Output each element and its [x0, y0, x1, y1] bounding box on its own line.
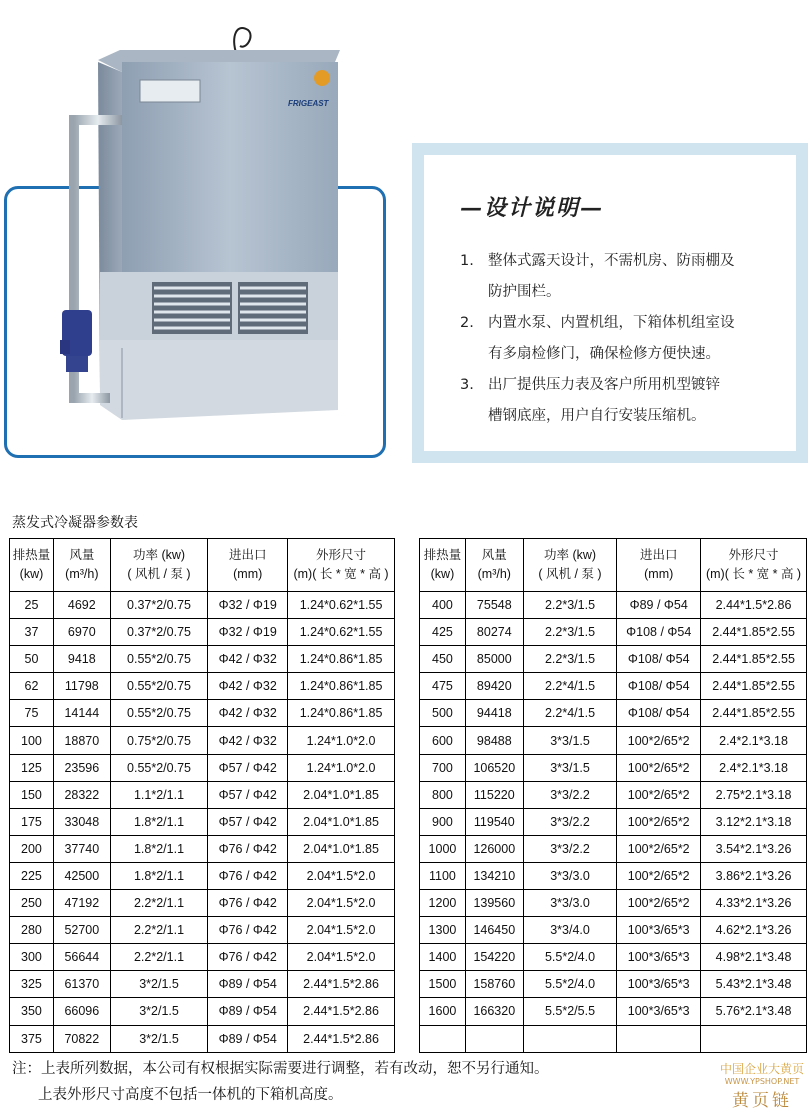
design-note-text: 出厂提供压力表及客户所用机型镀锌 [488, 377, 720, 393]
table-cell: 3*2/1.5 [110, 971, 208, 998]
table-cell: 14144 [53, 700, 110, 727]
table-cell: 42500 [53, 862, 110, 889]
table-cell: 4692 [53, 592, 110, 619]
table-cell: 98488 [465, 727, 523, 754]
column-header [617, 539, 701, 592]
table-cell: Φ32 / Φ19 [208, 592, 288, 619]
table-cell: 1.24*1.0*2.0 [288, 754, 395, 781]
column-header [288, 539, 395, 592]
table-cell: 119540 [465, 808, 523, 835]
table-cell: 5.76*2.1*3.48 [701, 998, 807, 1025]
column-header-line: 进出口 [639, 548, 678, 562]
table-cell: 52700 [53, 917, 110, 944]
table-cell: 2.2*3/1.5 [523, 619, 617, 646]
table-row [420, 1025, 807, 1052]
column-header-line: (kw) [19, 567, 44, 581]
table-cell: 4.33*2.1*3.26 [701, 890, 807, 917]
table-cell: 2.04*1.5*2.0 [288, 890, 395, 917]
design-note-line [460, 308, 772, 339]
design-note-number [460, 401, 488, 432]
design-note-number [460, 277, 488, 308]
table-cell: 28322 [53, 781, 110, 808]
table-cell: Φ76 / Φ42 [208, 862, 288, 889]
table-cell: Φ108/ Φ54 [617, 646, 701, 673]
column-header-line: 功率 (kw) [543, 548, 597, 562]
table-cell: 56644 [53, 944, 110, 971]
table-row [420, 944, 807, 971]
table-row [10, 619, 395, 646]
column-header-line: 进出口 [228, 548, 267, 562]
table-cell: 2.75*2.1*3.18 [701, 781, 807, 808]
table-cell: 166320 [465, 998, 523, 1025]
table-cell: 3.54*2.1*3.26 [701, 835, 807, 862]
table-cell: 1000 [420, 835, 466, 862]
table-row [10, 700, 395, 727]
table-cell: 1.24*0.62*1.55 [288, 619, 395, 646]
table-row [10, 971, 395, 998]
table-cell: 115220 [465, 781, 523, 808]
table-cell: 0.55*2/0.75 [110, 673, 208, 700]
design-note-text: 有多扇检修门，确保检修方便快速。 [488, 346, 720, 362]
table-cell: Φ108/ Φ54 [617, 700, 701, 727]
table-cell: 100*2/65*2 [617, 754, 701, 781]
column-header-line: 排热量 [12, 548, 51, 562]
design-note-line [460, 246, 772, 277]
table-cell: 125 [10, 754, 54, 781]
table-cell: 9418 [53, 646, 110, 673]
column-header [208, 539, 288, 592]
design-note-line [460, 277, 772, 308]
column-header-line: (m³/h) [477, 567, 511, 581]
table-cell: 50 [10, 646, 54, 673]
design-note-text: 整体式露天设计，不需机房、防雨棚及 [488, 253, 735, 269]
table-cell: 1.24*1.0*2.0 [288, 727, 395, 754]
table-cell: 2.04*1.0*1.85 [288, 808, 395, 835]
design-note-line [460, 370, 772, 401]
table-cell: Φ89 / Φ54 [208, 971, 288, 998]
table-cell: 3*2/1.5 [110, 1025, 208, 1052]
table-row [420, 781, 807, 808]
table-cell: 0.75*2/0.75 [110, 727, 208, 754]
table-row [420, 619, 807, 646]
table-cell: 0.55*2/0.75 [110, 754, 208, 781]
table-cell: 2.04*1.5*2.0 [288, 862, 395, 889]
column-header-line: 外形尺寸 [316, 548, 367, 562]
table-cell [701, 1025, 807, 1052]
table-cell: 1400 [420, 944, 466, 971]
table-cell: 66096 [53, 998, 110, 1025]
table-cell: 62 [10, 673, 54, 700]
table-cell: 100*3/65*3 [617, 998, 701, 1025]
table-cell: Φ76 / Φ42 [208, 917, 288, 944]
table-cell: 61370 [53, 971, 110, 998]
table-cell: 100*2/65*2 [617, 808, 701, 835]
table-cell: 150 [10, 781, 54, 808]
design-notes-list [460, 246, 772, 432]
table-title: 蒸发式冷凝器参数表 [12, 515, 138, 531]
table-cell: 158760 [465, 971, 523, 998]
design-note-number: 2. [460, 315, 474, 331]
table-cell: 3*3/1.5 [523, 727, 617, 754]
table-cell: 75 [10, 700, 54, 727]
table-cell: 500 [420, 700, 466, 727]
column-header-line: (mm) [233, 567, 263, 581]
table-cell: 1.24*0.86*1.85 [288, 700, 395, 727]
table-row [10, 890, 395, 917]
design-notes-inner [424, 155, 796, 451]
table-cell: 37740 [53, 835, 110, 862]
table-cell: 2.4*2.1*3.18 [701, 754, 807, 781]
table-header-row [10, 539, 395, 592]
table-cell: 900 [420, 808, 466, 835]
table-cell: Φ76 / Φ42 [208, 944, 288, 971]
table-cell: Φ89 / Φ54 [617, 592, 701, 619]
table-row [420, 592, 807, 619]
table-row [10, 781, 395, 808]
table-cell: 37 [10, 619, 54, 646]
table-cell: 3.86*2.1*3.26 [701, 862, 807, 889]
table-row [420, 971, 807, 998]
table-cell: Φ89 / Φ54 [208, 1025, 288, 1052]
table-cell: 2.44*1.85*2.55 [701, 619, 807, 646]
table-cell: 0.37*2/0.75 [110, 619, 208, 646]
table-cell: 80274 [465, 619, 523, 646]
table-row [10, 673, 395, 700]
table-cell: 375 [10, 1025, 54, 1052]
table-cell: 0.37*2/0.75 [110, 592, 208, 619]
table-cell: Φ76 / Φ42 [208, 835, 288, 862]
table-row [10, 727, 395, 754]
spec-table-left [9, 538, 395, 1053]
table-cell: 2.04*1.5*2.0 [288, 944, 395, 971]
table-cell: 3*3/1.5 [523, 754, 617, 781]
watermark [720, 1060, 804, 1111]
table-cell: 2.04*1.0*1.85 [288, 835, 395, 862]
table-row [420, 673, 807, 700]
table-row [420, 754, 807, 781]
column-header [523, 539, 617, 592]
table-row [420, 862, 807, 889]
table-row [10, 592, 395, 619]
table-cell: 100 [10, 727, 54, 754]
table-row [420, 727, 807, 754]
table-row [10, 835, 395, 862]
table-row [10, 917, 395, 944]
column-header [701, 539, 807, 592]
table-cell: 18870 [53, 727, 110, 754]
table-cell: 23596 [53, 754, 110, 781]
table-cell: 106520 [465, 754, 523, 781]
watermark-line1: 中国企业大黄页 [720, 1062, 805, 1076]
table-cell: 2.44*1.5*2.86 [288, 998, 395, 1025]
footnote-2: 上表外形尺寸高度不包括一体机的下箱机高度。 [38, 1087, 343, 1103]
table-cell: 350 [10, 998, 54, 1025]
design-note-number [460, 339, 488, 370]
column-header [420, 539, 466, 592]
table-cell: 1.24*0.86*1.85 [288, 673, 395, 700]
table-cell: 1300 [420, 917, 466, 944]
watermark-line3: 黄页链 [732, 1091, 792, 1111]
table-cell: 0.55*2/0.75 [110, 700, 208, 727]
table-cell: 3*3/3.0 [523, 890, 617, 917]
table-cell: 2.44*1.5*2.86 [701, 592, 807, 619]
table-row [420, 700, 807, 727]
table-cell [523, 1025, 617, 1052]
table-cell: 2.2*3/1.5 [523, 646, 617, 673]
table-cell: 11798 [53, 673, 110, 700]
condenser-unit-image [60, 10, 360, 450]
table-cell: 2.44*1.85*2.55 [701, 700, 807, 727]
column-header-line: (mm) [644, 567, 674, 581]
table-cell: 4.62*2.1*3.26 [701, 917, 807, 944]
table-cell: Φ57 / Φ42 [208, 754, 288, 781]
table-cell: Φ76 / Φ42 [208, 890, 288, 917]
table-row [10, 1025, 395, 1052]
table-cell: Φ108/ Φ54 [617, 673, 701, 700]
table-cell: 450 [420, 646, 466, 673]
table-cell: 100*3/65*3 [617, 971, 701, 998]
table-cell: Φ42 / Φ32 [208, 727, 288, 754]
table-cell: Φ42 / Φ32 [208, 700, 288, 727]
table-row [10, 754, 395, 781]
table-row [420, 998, 807, 1025]
table-cell: 2.2*4/1.5 [523, 673, 617, 700]
table-cell: 2.2*3/1.5 [523, 592, 617, 619]
table-cell: 1.8*2/1.1 [110, 808, 208, 835]
table-cell: 280 [10, 917, 54, 944]
table-cell: Φ32 / Φ19 [208, 619, 288, 646]
table-cell: 425 [420, 619, 466, 646]
table-cell: 2.4*2.1*3.18 [701, 727, 807, 754]
table-cell: 1.24*0.86*1.85 [288, 646, 395, 673]
table-cell: 5.43*2.1*3.48 [701, 971, 807, 998]
table-cell: 1100 [420, 862, 466, 889]
table-cell: 2.04*1.5*2.0 [288, 917, 395, 944]
table-cell: 0.55*2/0.75 [110, 646, 208, 673]
column-header-line: 风量 [481, 548, 507, 562]
design-note-number: 3. [460, 377, 474, 393]
table-cell: 25 [10, 592, 54, 619]
table-cell: 1600 [420, 998, 466, 1025]
table-cell: 100*2/65*2 [617, 890, 701, 917]
table-cell: 3*2/1.5 [110, 998, 208, 1025]
table-cell: 1200 [420, 890, 466, 917]
table-cell: 175 [10, 808, 54, 835]
table-row [10, 862, 395, 889]
column-header-line: (m)( 长 * 宽 * 高 ) [293, 567, 389, 581]
table-cell: 325 [10, 971, 54, 998]
table-cell: 2.44*1.85*2.55 [701, 673, 807, 700]
design-note-text: 槽钢底座，用户自行安装压缩机。 [488, 408, 706, 424]
column-header [10, 539, 54, 592]
table-cell: Φ57 / Φ42 [208, 808, 288, 835]
table-cell: 5.5*2/4.0 [523, 944, 617, 971]
table-cell: 47192 [53, 890, 110, 917]
table-cell: 3*3/3.0 [523, 862, 617, 889]
design-note-line [460, 339, 772, 370]
table-cell: 2.44*1.5*2.86 [288, 1025, 395, 1052]
table-row [10, 646, 395, 673]
watermark-line2: WWW.YPSHOP.NET [724, 1077, 800, 1086]
column-header [53, 539, 110, 592]
table-row [420, 917, 807, 944]
design-notes-panel [412, 143, 808, 463]
table-cell: 139560 [465, 890, 523, 917]
table-cell: 146450 [465, 917, 523, 944]
table-cell: 1.8*2/1.1 [110, 835, 208, 862]
table-row [10, 998, 395, 1025]
design-note-number: 1. [460, 253, 474, 269]
table-cell: 154220 [465, 944, 523, 971]
table-cell: 89420 [465, 673, 523, 700]
table-cell [617, 1025, 701, 1052]
table-cell: 75548 [465, 592, 523, 619]
table-cell: 126000 [465, 835, 523, 862]
table-cell: 475 [420, 673, 466, 700]
table-cell: 3*3/2.2 [523, 835, 617, 862]
table-cell [465, 1025, 523, 1052]
table-cell: 94418 [465, 700, 523, 727]
table-cell: 700 [420, 754, 466, 781]
table-cell: Φ42 / Φ32 [208, 673, 288, 700]
table-cell: 400 [420, 592, 466, 619]
column-header-line: ( 风机 / 泵 ) [538, 567, 602, 581]
table-cell: 100*2/65*2 [617, 835, 701, 862]
table-cell: Φ42 / Φ32 [208, 646, 288, 673]
table-cell: 85000 [465, 646, 523, 673]
column-header-line: (kw) [430, 567, 455, 581]
column-header-line: 外形尺寸 [728, 548, 779, 562]
table-row [420, 646, 807, 673]
table-cell: 300 [10, 944, 54, 971]
brand-logo-text: FRIGEAST [288, 99, 329, 108]
table-cell: 2.2*2/1.1 [110, 917, 208, 944]
column-header-line: ( 风机 / 泵 ) [127, 567, 191, 581]
table-cell: 225 [10, 862, 54, 889]
table-cell: Φ89 / Φ54 [208, 998, 288, 1025]
column-header-line: (m³/h) [65, 567, 99, 581]
table-cell: 6970 [53, 619, 110, 646]
table-cell: 100*3/65*3 [617, 917, 701, 944]
table-cell: 1.1*2/1.1 [110, 781, 208, 808]
table-cell: Φ57 / Φ42 [208, 781, 288, 808]
table-cell: 4.98*2.1*3.48 [701, 944, 807, 971]
column-header-line: (m)( 长 * 宽 * 高 ) [705, 567, 802, 581]
design-note-line [460, 401, 772, 432]
table-cell: 2.44*1.5*2.86 [288, 971, 395, 998]
column-header [110, 539, 208, 592]
spec-table-right [419, 538, 807, 1053]
table-row [10, 808, 395, 835]
table-cell: 200 [10, 835, 54, 862]
table-cell: 3*3/2.2 [523, 781, 617, 808]
table-cell: 100*2/65*2 [617, 727, 701, 754]
table-cell: 33048 [53, 808, 110, 835]
column-header-line: 功率 (kw) [132, 548, 186, 562]
table-cell: 1.24*0.62*1.55 [288, 592, 395, 619]
table-cell: 800 [420, 781, 466, 808]
table-cell: 2.44*1.85*2.55 [701, 646, 807, 673]
table-cell: Φ108 / Φ54 [617, 619, 701, 646]
table-row [420, 890, 807, 917]
column-header-line: 排热量 [423, 548, 462, 562]
table-cell: 600 [420, 727, 466, 754]
column-header [465, 539, 523, 592]
table-row [420, 835, 807, 862]
table-cell: 2.04*1.0*1.85 [288, 781, 395, 808]
table-cell [420, 1025, 466, 1052]
table-cell: 250 [10, 890, 54, 917]
table-header-row [420, 539, 807, 592]
table-cell: 3.12*2.1*3.18 [701, 808, 807, 835]
design-note-text: 防护围栏。 [488, 284, 561, 300]
table-cell: 70822 [53, 1025, 110, 1052]
table-cell: 3*3/4.0 [523, 917, 617, 944]
table-cell: 2.2*4/1.5 [523, 700, 617, 727]
design-note-text: 内置水泵、内置机组，下箱体机组室设 [488, 315, 735, 331]
table-cell: 2.2*2/1.1 [110, 944, 208, 971]
table-cell: 2.2*2/1.1 [110, 890, 208, 917]
table-row [420, 808, 807, 835]
table-cell: 1500 [420, 971, 466, 998]
table-cell: 1.8*2/1.1 [110, 862, 208, 889]
table-cell: 100*3/65*3 [617, 944, 701, 971]
table-cell: 134210 [465, 862, 523, 889]
table-row [10, 944, 395, 971]
table-cell: 5.5*2/4.0 [523, 971, 617, 998]
table-cell: 5.5*2/5.5 [523, 998, 617, 1025]
column-header-line: 风量 [69, 548, 95, 562]
table-cell: 100*2/65*2 [617, 862, 701, 889]
table-cell: 3*3/2.2 [523, 808, 617, 835]
table-cell: 100*2/65*2 [617, 781, 701, 808]
footnote-1: 注：上表所列数据，本公司有权根据实际需要进行调整，若有改动，恕不另行通知。 [12, 1061, 549, 1077]
design-notes-title: —设计说明— [460, 195, 605, 221]
